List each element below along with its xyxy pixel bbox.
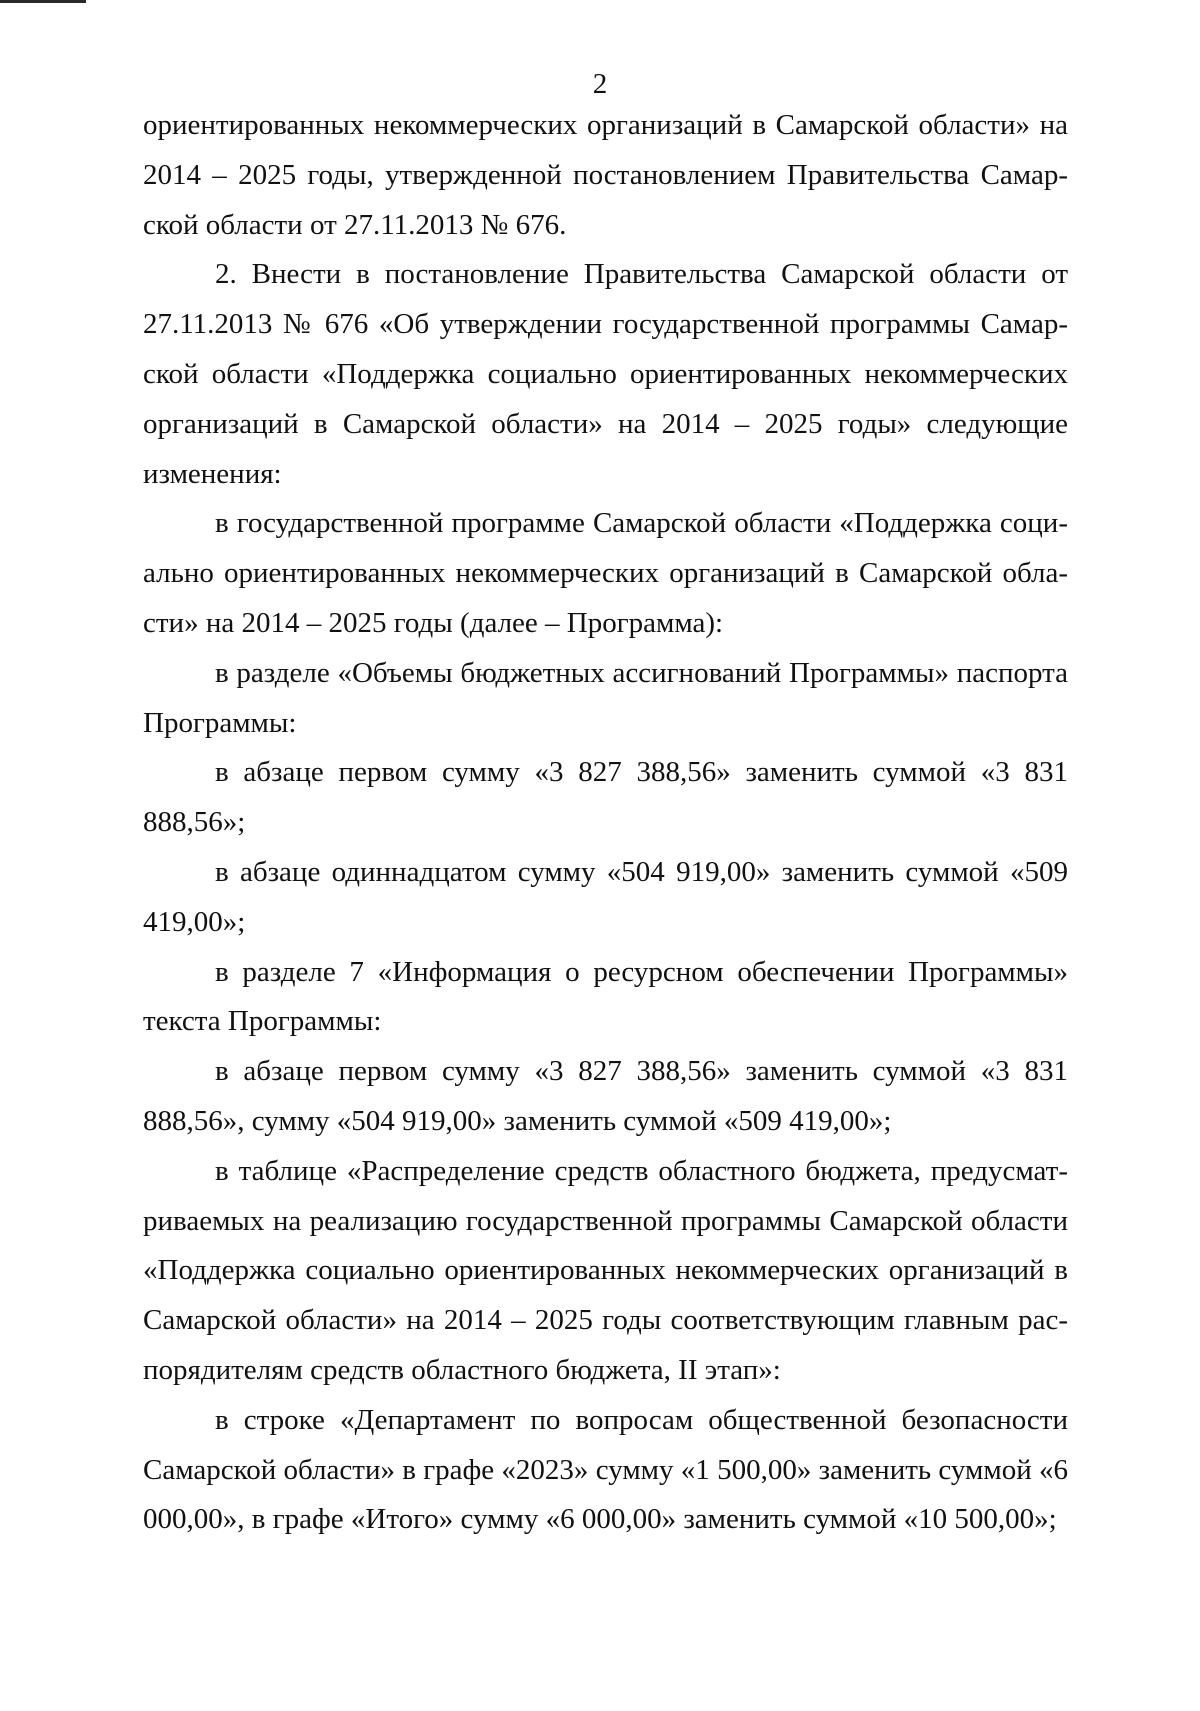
- paragraph-item-2: 2. Внести в постановление Правительства Самарской области от 27.11.2013 № 676 «Об утверждении государственной программы Самарской области «Поддержка социально ориентированных некоммерческих организаций в Самарской области» на 2014 – 2025 годы» следующие изменения:: [143, 258, 1068, 490]
- paragraph-section-7: в разделе 7 «Информация о ресурсном обеспечении Программы» текста Программы:: [143, 955, 1068, 1038]
- scan-edge-mark: [0, 0, 86, 3]
- paragraph-program-amendment: в государственной программе Самарской области «Поддержка социально ориентированных некоммерческих организаций в Самарской области» на 2014 – 2025 годы (далее – Программа):: [143, 507, 1068, 639]
- page-number: 2: [592, 68, 608, 100]
- paragraph-section-7-abzats-first: в абзаце первом сумму «3 827 388,56» заменить суммой «3 831 888,56», сумму «504 919,00» заменить суммой «509 419,00»;: [143, 1055, 1068, 1137]
- paragraph-continuation: ориентированных некоммерческих организаций в Самарской области» на 2014 – 2025 годы, утвержденной постановлением Правительства Самарской области от 27.11.2013 № 676.: [143, 109, 1068, 241]
- paragraph-abzats-first: в абзаце первом сумму «3 827 388,56» заменить суммой «3 831 888,56»;: [143, 756, 1068, 839]
- paragraph-passport-section: в разделе «Объемы бюджетных ассигнований Программы» паспорта Программы:: [143, 656, 1068, 739]
- document-body: [143, 101, 1068, 1545]
- paragraph-row-department: в строке «Департамент по вопросам общественной безопасности Самарской области» в графе «2023» сумму «1 500,00» заменить суммой «6 000,00», в графе «Итого» сумму «6 000,00» заменить суммой «10 500,00»;: [143, 1403, 1068, 1536]
- paragraph-abzats-eleventh: в абзаце одиннадцатом сумму «504 919,00» заменить суммой «509 419,00»;: [143, 855, 1068, 938]
- paragraph-table-distribution: в таблице «Распределение средств областного бюджета, предусматриваемых на реализацию государственной программы Самарской области «Поддержка социально ориентированных некоммерческих организаций в Самарской области» на 2014 – 2025 годы соответствующим главным распорядителям средств областного бюджета, II этап»:: [143, 1154, 1068, 1386]
